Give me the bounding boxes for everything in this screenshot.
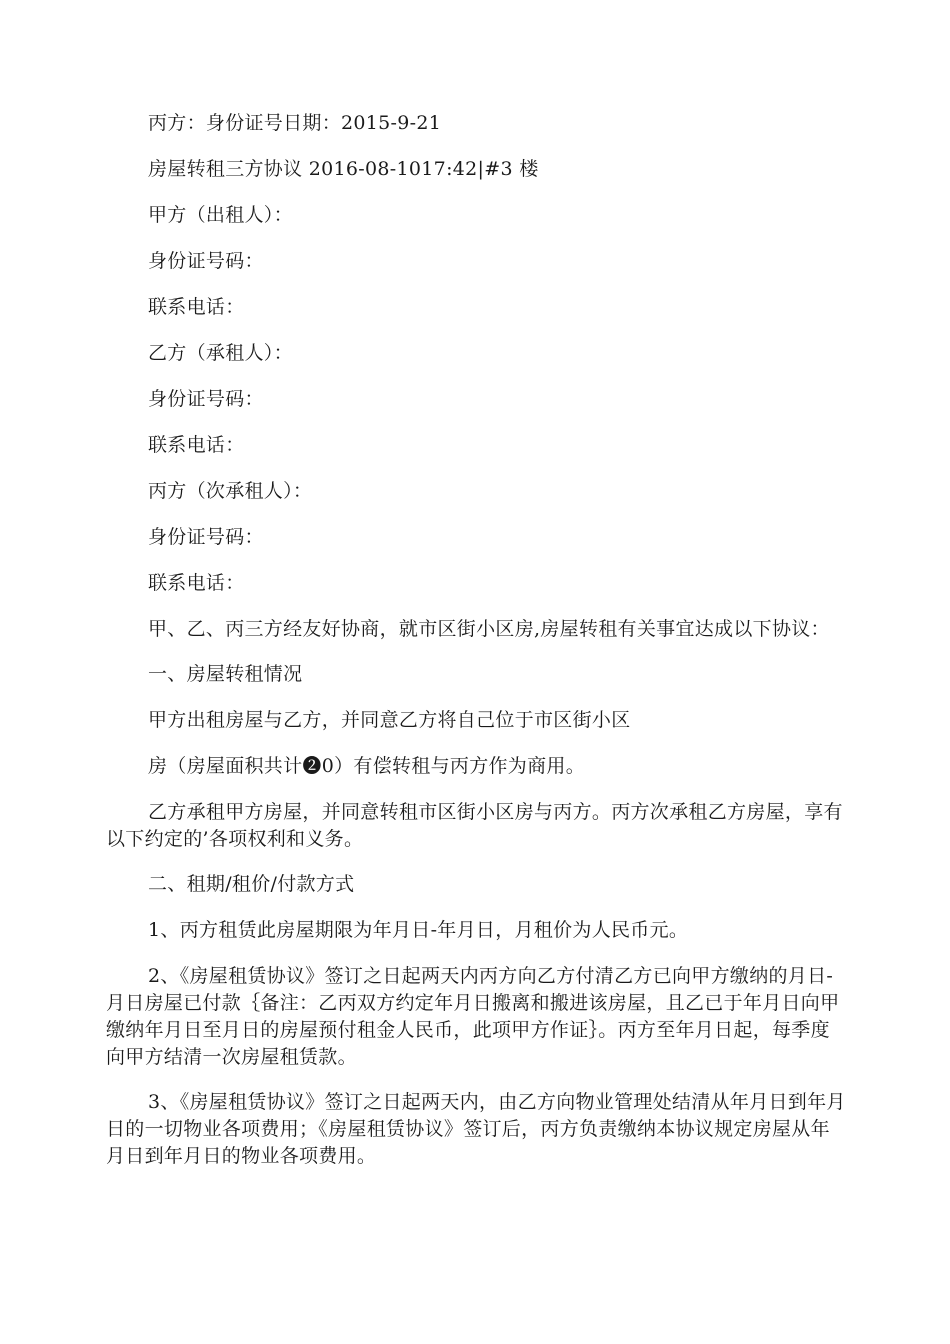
party-c-id-number: 身份证号码：	[148, 526, 264, 548]
section-1-paragraph-2: 房（房屋面积共计❷0）有偿转租与丙方作为商用。	[148, 755, 585, 777]
party-a-id-number: 身份证号码：	[148, 250, 264, 272]
section-1-heading: 一、房屋转租情况	[148, 663, 303, 685]
party-c-label: 丙方（次承租人）：	[148, 480, 313, 502]
section-1-paragraph-3: 乙方承租甲方房屋，并同意转租市区街小区房与丙方。丙方次承租乙方房屋，享有以下约定的’各项权利和义务。	[106, 801, 843, 850]
section-2-heading: 二、租期/租价/付款方式	[148, 873, 355, 895]
preamble-paragraph: 甲、乙、丙三方经友好协商，就市区街小区房,房屋转租有关事宜达成以下协议：	[148, 618, 830, 640]
party-c-phone: 联系电话：	[148, 572, 245, 594]
clause-2: 2、《房屋租赁协议》签订之日起两天内丙方向乙方付清乙方已向甲方缴纳的月日-月日房屋已付款｛备注：乙丙双方约定年月日搬离和搬进该房屋，且乙已于年月日向甲缴纳年月日至月日的房屋预付租金人民币，此项甲方作证｝。丙方至年月日起，每季度向甲方结清一次房屋租赁款。	[106, 965, 840, 1068]
clause-3: 3、《房屋租赁协议》签订之日起两天内，由乙方向物业管理处结清从年月日到年月日的一切物业各项费用；《房屋租赁协议》签订后，丙方负责缴纳本协议规定房屋从年月日到年月日的物业各项费用。	[106, 1091, 846, 1167]
clause-1: 1、丙方租赁此房屋期限为年月日-年月日，月租价为人民币元。	[148, 919, 689, 941]
section-1-paragraph-1: 甲方出租房屋与乙方，并同意乙方将自己位于市区街小区	[148, 709, 631, 731]
document-page	[106, 110, 848, 1170]
party-b-label: 乙方（承租人）：	[148, 342, 293, 364]
party-a-phone: 联系电话：	[148, 296, 245, 318]
agreement-title: 房屋转租三方协议 2016-08-1017:42|#3 楼	[148, 158, 539, 180]
party-a-label: 甲方（出租人）：	[148, 204, 293, 226]
party-b-id-number: 身份证号码：	[148, 388, 264, 410]
party-c-id-date: 丙方：身份证号日期：2015-9-21	[148, 112, 442, 134]
party-b-phone: 联系电话：	[148, 434, 245, 456]
